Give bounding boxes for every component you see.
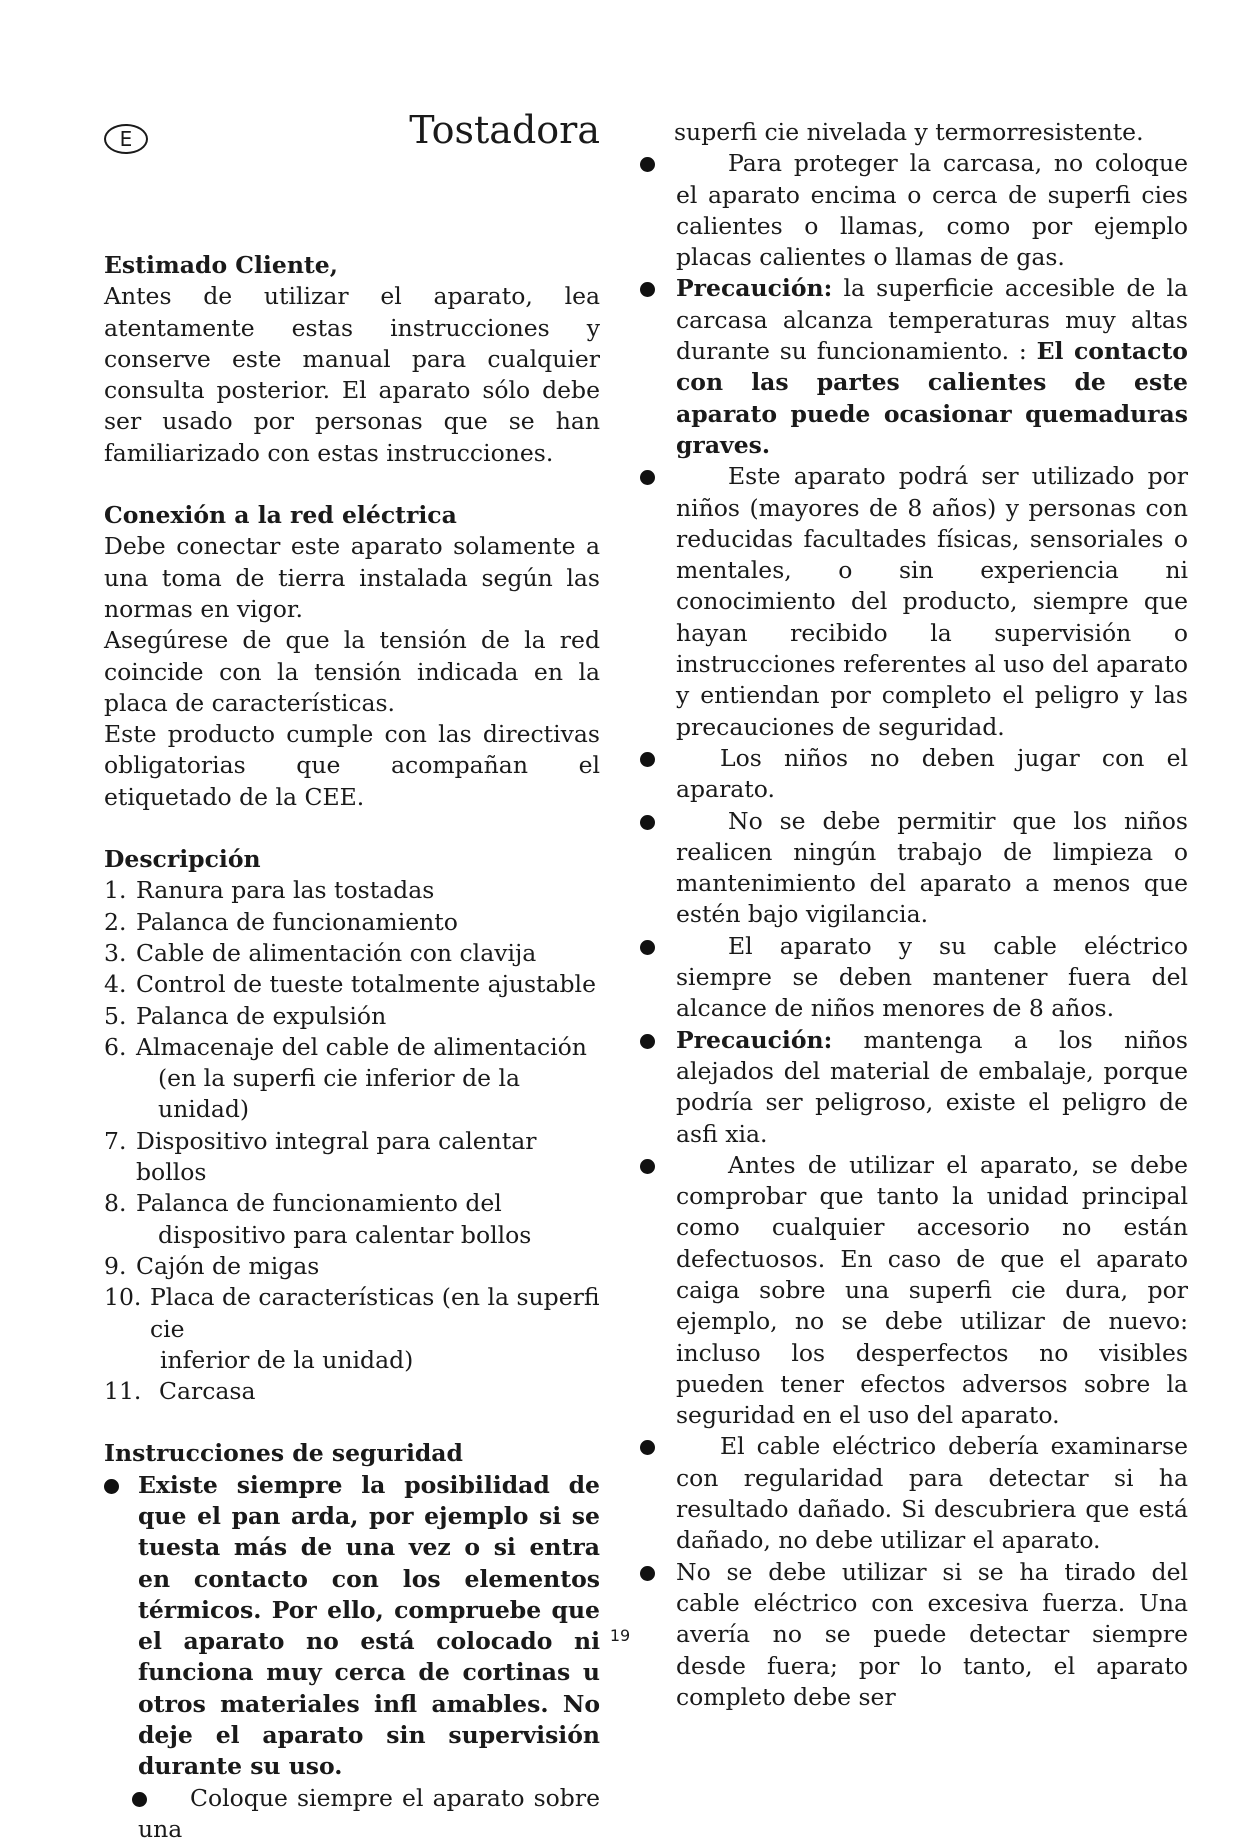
intro-heading: Estimado Cliente, bbox=[104, 251, 338, 279]
list-item: No se debe permitir que los niños realicen ningún trabajo de limpieza o mantenimiento del aparato a menos que estén bajo vigilancia. bbox=[640, 806, 1188, 931]
connection-paragraph-3: Este producto cumple con las directivas obligatorias que acompañan el etiquetado de la CEE. bbox=[104, 720, 600, 811]
list-item: Este aparato podrá ser utilizado por niños (mayores de 8 años) y personas con reducidas facultades físicas, sensoriales o mentales, o sin experiencia ni conocimiento del producto, siempre que hayan recibido la supervisión o instrucciones referentes al uso del aparato y entiendan por completo el peligro y las precauciones de seguridad. bbox=[640, 461, 1188, 743]
list-item: 1. Ranura para las tostadas bbox=[104, 876, 435, 905]
list-item: 9. Cajón de migas bbox=[104, 1251, 320, 1280]
list-item: Antes de utilizar el aparato, se debe comprobar que tanto la unidad principal como cualquier accesorio no están defectuosos. En caso de que el aparato caiga sobre una superfi cie dura, por ejemplo, no se debe utilizar de nuevo: incluso los desperfectos no visibles pueden tener efectos adversos sobre la seguridad en el uso del aparato. bbox=[640, 1150, 1188, 1432]
list-item: El aparato y su cable eléctrico siempre se deben mantener fuera del alcance de niños menores de 8 años. bbox=[640, 931, 1188, 1025]
list-item: 6. Almacenaje del cable de alimentación (en la superfi cie inferior de la unidad) bbox=[104, 1032, 587, 1124]
bullet-icon bbox=[640, 940, 655, 955]
list-item: Para proteger la carcasa, no coloque el aparato encima o cerca de superfi cies calientes o llamas, como por ejemplo placas calientes o llamas de gas. bbox=[640, 148, 1188, 273]
connection-heading: Conexión a la red eléctrica bbox=[104, 501, 457, 530]
bullet-icon bbox=[640, 470, 655, 485]
bullet-icon bbox=[640, 282, 655, 297]
list-item-continued: superfi cie nivelada y termorresistente. bbox=[674, 118, 1144, 146]
description-list bbox=[104, 875, 600, 1407]
bullet-icon bbox=[640, 157, 655, 172]
safety-list-left bbox=[104, 1470, 600, 1845]
language-badge: E bbox=[104, 124, 148, 154]
bullet-icon bbox=[104, 1479, 119, 1494]
list-item: 3. Cable de alimentación con clavija bbox=[104, 938, 537, 967]
list-item: Coloque siempre el aparato sobre una bbox=[104, 1783, 600, 1845]
connection-paragraph-1: Debe conectar este aparato solamente a una toma de tierra instalada según las normas en vigor. bbox=[104, 532, 600, 623]
list-item: No se debe utilizar si se ha tirado del cable eléctrico con excesiva fuerza. Una avería no se puede detectar siempre desde fuera; por lo tanto, el aparato completo debe ser bbox=[640, 1557, 1188, 1713]
bullet-icon bbox=[640, 815, 655, 830]
list-item: 4. Control de tueste totalmente ajustable bbox=[104, 970, 596, 999]
page-number: 19 bbox=[609, 1626, 631, 1645]
bullet-icon bbox=[640, 1159, 655, 1174]
list-item: 5. Palanca de expulsión bbox=[104, 1001, 387, 1030]
safety-list-right bbox=[640, 117, 1188, 1713]
list-item: 8. Palanca de funcionamiento del dispositivo para calentar bollos bbox=[104, 1189, 532, 1249]
list-item: 11. Carcasa bbox=[104, 1377, 256, 1406]
connection-paragraph-2: Asegúrese de que la tensión de la red coincide con la tensión indicada en la placa de características. bbox=[104, 626, 600, 717]
intro-text: Antes de utilizar el aparato, lea atentamente estas instrucciones y conserve este manual para cualquier consulta posterior. El aparato sólo debe ser usado por personas que se han familiarizado con estas instrucciones. bbox=[104, 282, 600, 467]
bullet-icon bbox=[640, 752, 655, 767]
bullet-icon bbox=[640, 1566, 655, 1581]
list-item: Precaución: mantenga a los niños alejados del material de embalaje, porque podría ser peligroso, existe el peligro de asfi xia. bbox=[640, 1025, 1188, 1150]
bullet-icon bbox=[640, 1440, 655, 1455]
list-item: Los niños no deben jugar con el aparato. bbox=[640, 743, 1188, 806]
list-item: 10. Placa de características (en la superfi cie inferior de la unidad) bbox=[104, 1283, 600, 1374]
list-item: Existe siempre la posibilidad de que el pan arda, por ejemplo si se tuesta más de una vez o si entra en contacto con los elementos térmicos. Por ello, compruebe que el aparato no está colocado ni funciona muy cerca de cortinas u otros materiales infl amables. No deje el aparato sin supervisión durante su uso. bbox=[104, 1470, 600, 1783]
description-heading: Descripción bbox=[104, 845, 261, 874]
bullet-icon bbox=[132, 1792, 147, 1807]
list-item: Precaución: la superficie accesible de la carcasa alcanza temperaturas muy altas durante su funcionamiento. : El contacto con las partes calientes de este aparato puede ocasionar quemaduras graves. bbox=[640, 273, 1188, 461]
list-item: 7. Dispositivo integral para calentar bollos bbox=[104, 1126, 537, 1187]
page-title: Tostadora bbox=[409, 108, 600, 152]
right-column bbox=[640, 117, 1188, 1713]
list-item: 2. Palanca de funcionamiento bbox=[104, 907, 458, 936]
list-item: El cable eléctrico debería examinarse con regularidad para detectar si ha resultado dañado. Si descubriera que está dañado, no debe utilizar el aparato. bbox=[640, 1431, 1188, 1556]
safety-heading: Instrucciones de seguridad bbox=[104, 1439, 463, 1468]
left-column bbox=[104, 250, 600, 1845]
bullet-icon bbox=[640, 1034, 655, 1049]
